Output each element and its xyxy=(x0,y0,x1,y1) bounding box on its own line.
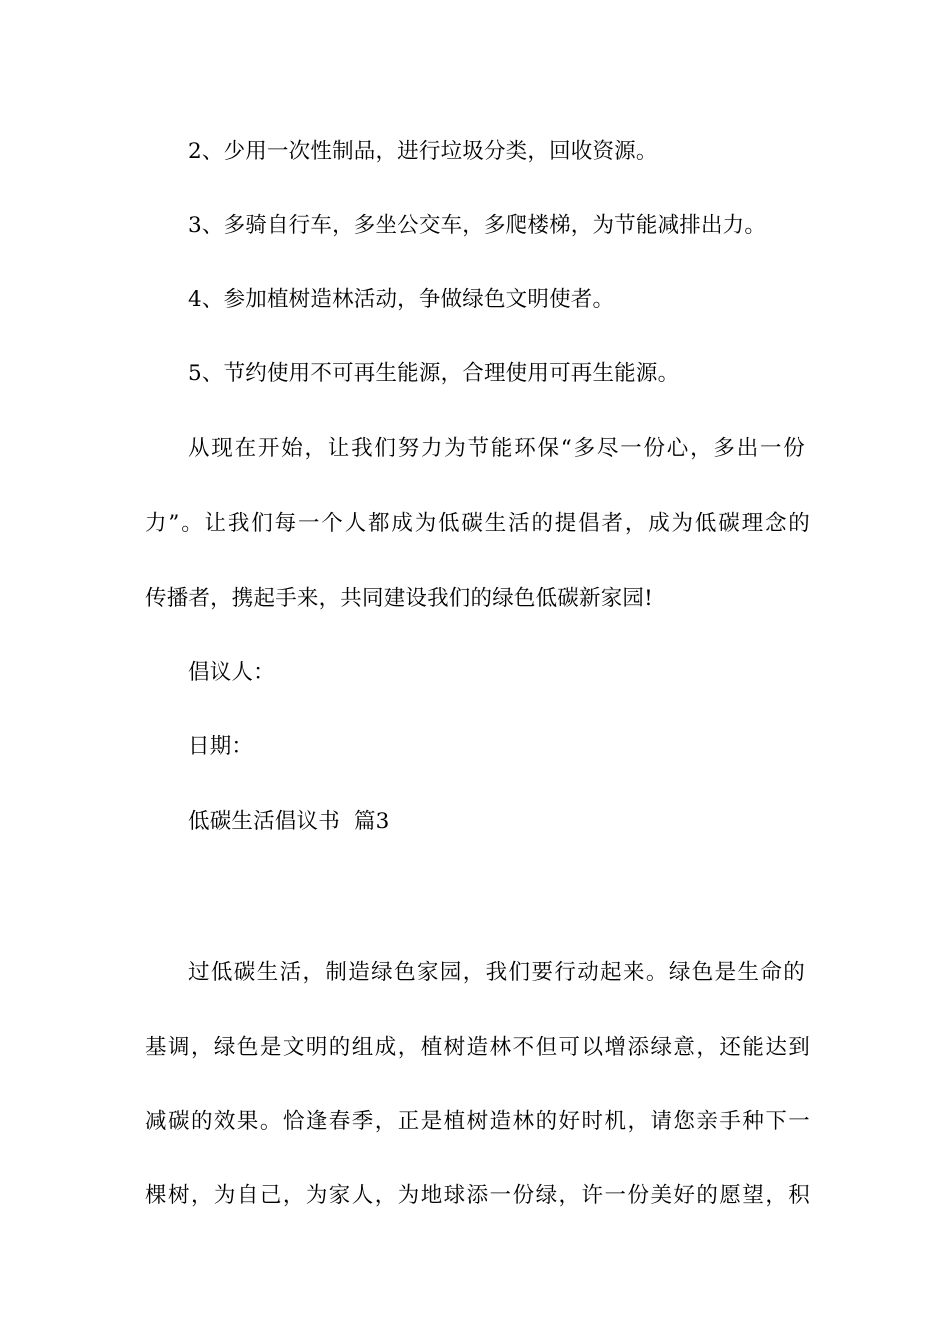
section-paragraph-line-1: 过低碳生活，制造绿色家园，我们要行动起来。绿色是生命的 xyxy=(188,960,805,985)
section-paragraph-line-4: 棵树，为自己，为家人，为地球添一份绿，许一份美好的愿望，积 xyxy=(145,1183,810,1208)
closing-paragraph-line-2: 力”。让我们每一个人都成为低碳生活的提倡者，成为低碳理念的 xyxy=(145,511,810,536)
list-item-4: 4、参加植树造林活动，争做绿色文明使者。 xyxy=(188,287,615,312)
section-paragraph-line-2: 基调，绿色是文明的组成，植树造林不但可以增添绿意，还能达到 xyxy=(145,1035,810,1060)
list-item-3: 3、多骑自行车，多坐公交车，多爬楼梯，为节能减排出力。 xyxy=(188,213,767,238)
list-item-5: 5、节约使用不可再生能源，合理使用可再生能源。 xyxy=(188,361,680,386)
section-heading: 低碳生活倡议书 篇3 xyxy=(188,809,390,834)
section-paragraph-line-3: 减碳的效果。恰逢春季，正是植树造林的好时机，请您亲手种下一 xyxy=(145,1109,810,1134)
list-item-2: 2、少用一次性制品，进行垃圾分类，回收资源。 xyxy=(188,139,658,164)
closing-paragraph-line-3: 传播者，携起手来，共同建设我们的绿色低碳新家园! xyxy=(145,586,653,611)
date-label: 日期： xyxy=(188,734,254,759)
proposer-label: 倡议人： xyxy=(188,660,275,685)
closing-paragraph-line-1: 从现在开始，让我们努力为节能环保“多尽一份心，多出一份 xyxy=(188,436,805,461)
